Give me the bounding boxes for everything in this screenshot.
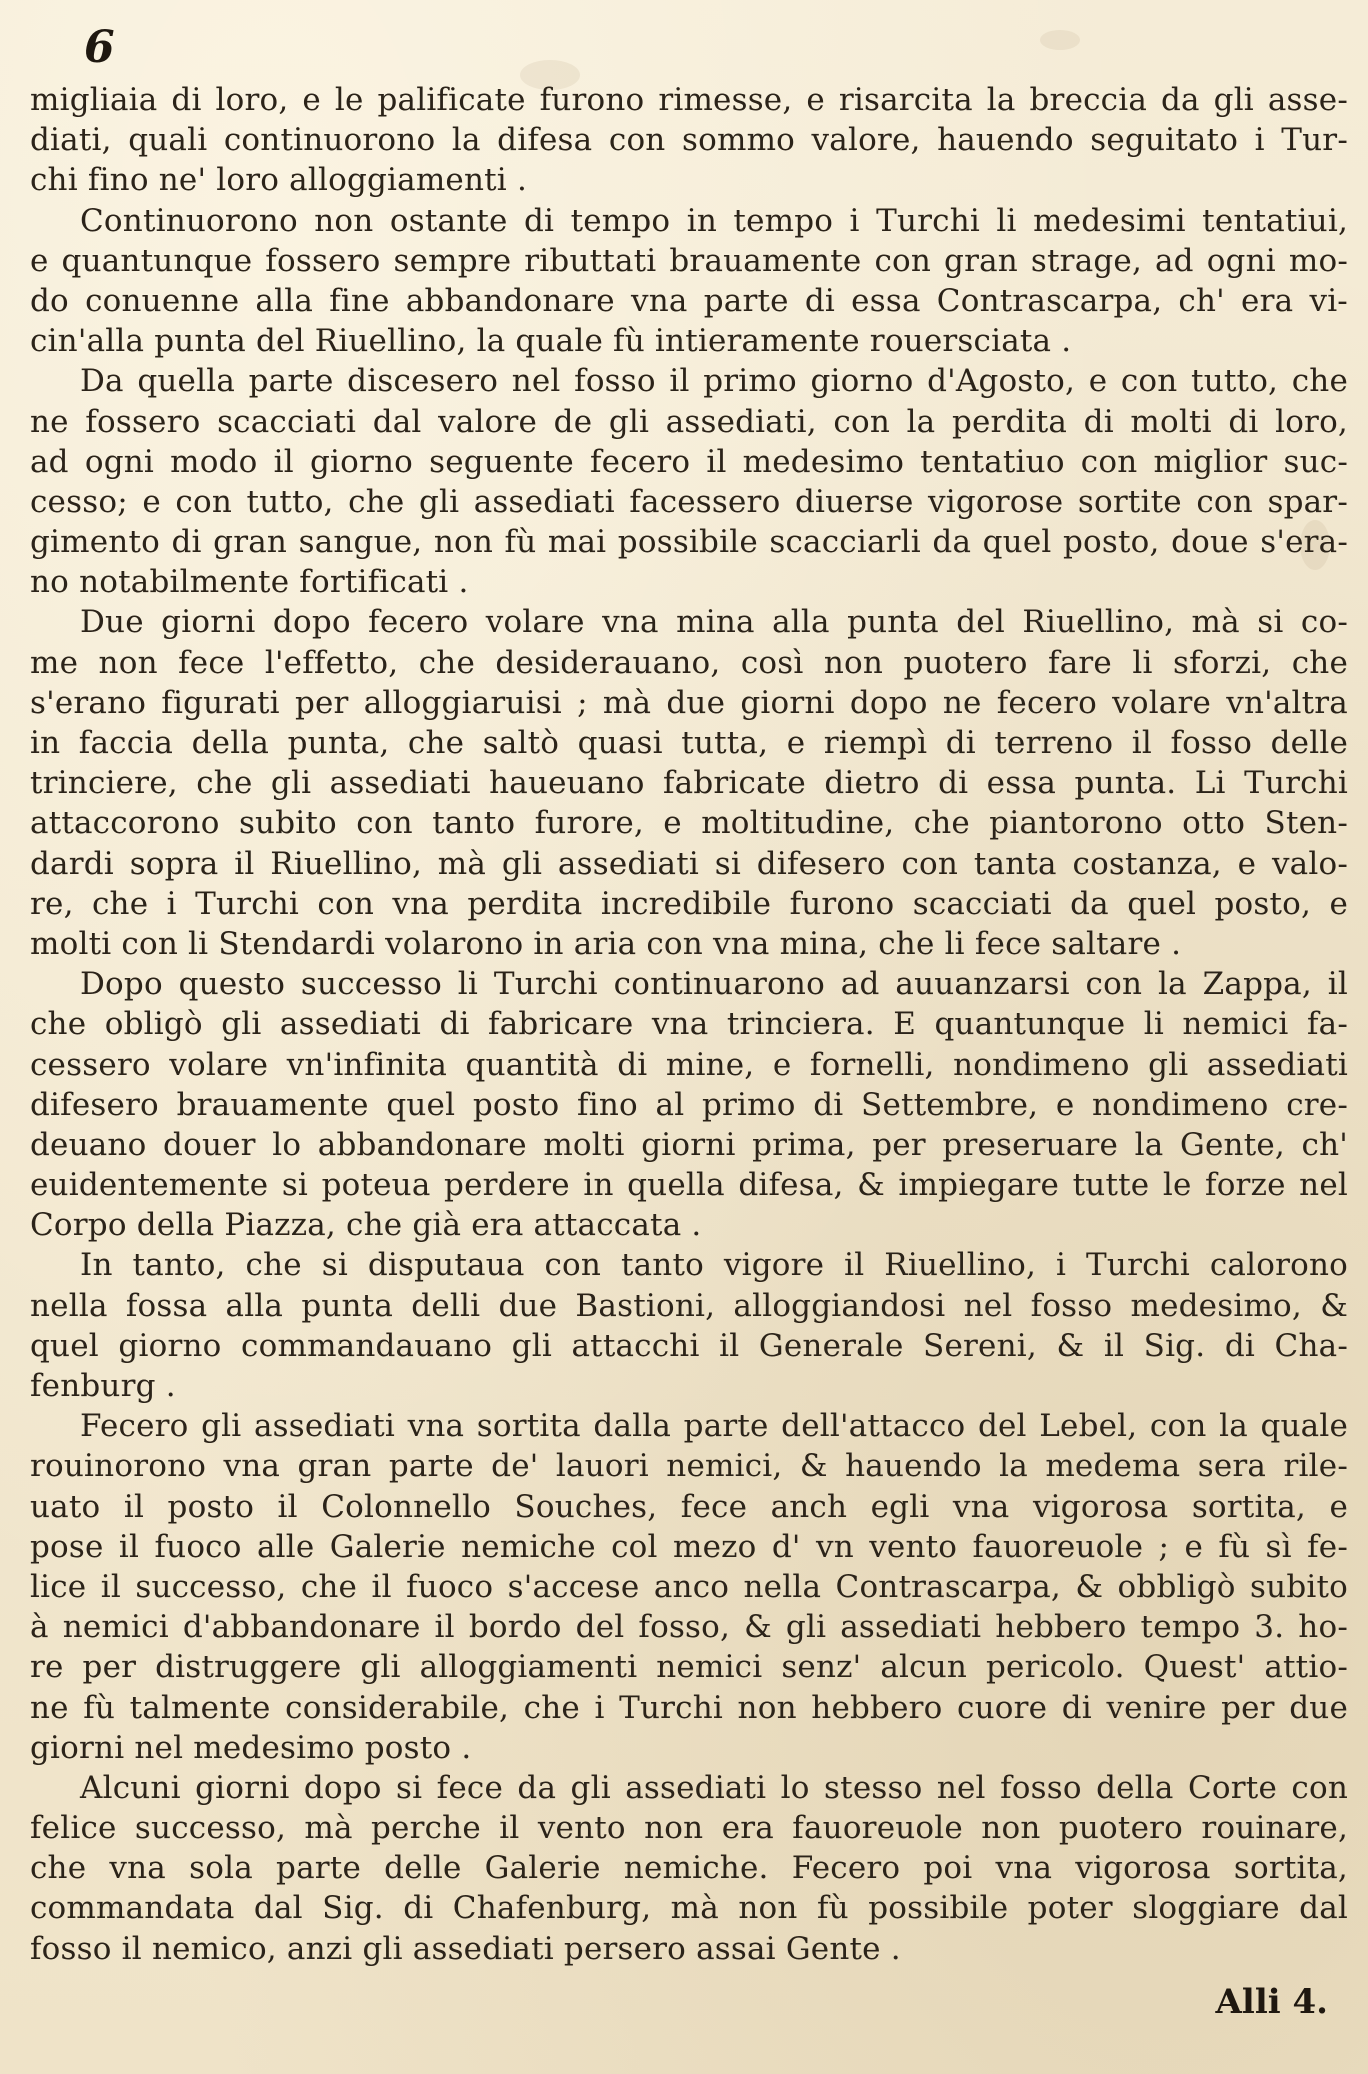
text-line: ne fù talmente considerabile, che i Turchi non hebbero cuore di venire per due [30,1689,1348,1726]
text-line: re per distruggere gli alloggiamenti nemici senz' alcun pericolo. Quest' attio- [30,1649,1348,1686]
text-line: uato il posto il Colonnello Souches, fece anch egli vna vigorosa sortita, e [30,1488,1348,1525]
text-line: difesero brauamente quel posto fino al primo di Settembre, e nondimeno cre- [30,1086,1348,1123]
text-line: e quantunque fossero sempre ributtati brauamente con gran strage, ad ogni mo- [30,242,1348,279]
text-line: dardi sopra il Riuellino, mà gli assediati si difesero con tanta costanza, e valo- [30,845,1348,882]
text-line: à nemici d'abbandonare il bordo del fosso, & gli assediati hebbero tempo 3. ho- [30,1609,1348,1646]
text-line: in faccia della punta, che saltò quasi tutta, e riempì di terreno il fosso delle [30,725,1348,761]
text-line: do conuenne alla fine abbandonare vna parte di essa Contrascarpa, ch' era vi- [30,282,1348,319]
text-line: che vna sola parte delle Galerie nemiche. Fecero poi vna vigorosa sortita, [30,1850,1348,1887]
text-line: Corpo della Piazza, che già era attaccata . [30,1207,702,1244]
text-line: nella fossa alla punta delli due Bastioni, alloggiandosi nel fosso medesimo, & [30,1287,1348,1324]
text-line: re, che i Turchi con vna perdita incredibile furono scacciati da quel posto, e [30,885,1348,922]
paper-stain [1040,30,1080,50]
text-line: me non fece l'effetto, che desiderauano, così non puotero fare li sforzi, che [30,644,1348,681]
text-line: commandata dal Sig. di Chafenburg, mà non fù possibile poter sloggiare dal [30,1890,1348,1927]
text-line: Alcuni giorni dopo si fece da gli assediati lo stesso nel fosso della Corte con [80,1769,1348,1806]
text-line: ne fossero scacciati dal valore de gli assediati, con la perdita di molti di loro, [30,403,1348,440]
text-line: cesso; e con tutto, che gli assediati facessero diuerse vigorose sortite con spar- [30,483,1348,520]
text-line: no notabilmente fortificati . [30,564,469,601]
text-line: Dopo questo successo li Turchi continuarono ad auuanzarsi con la Zappa, il [80,966,1348,1003]
text-line: euidentemente si poteua perdere in quella difesa, & impiegare tutte le forze nel [30,1167,1348,1204]
text-line: trinciere, che gli assediati haueuano fabricate dietro di essa punta. Li Turchi [30,765,1348,802]
text-line: giorni nel medesimo posto . [30,1729,472,1766]
catchword: Alli 4. [1215,1982,1328,2022]
text-line: che obligò gli assediati di fabricare vna trinciera. E quantunque li nemici fa- [30,1006,1348,1043]
text-line: migliaia di loro, e le palificate furono rimesse, e risarcita la breccia da gli asse- [30,82,1348,118]
text-line: cessero volare vn'infinita quantità di mine, e fornelli, nondimeno gli assediati [30,1046,1348,1083]
text-line: fosso il nemico, anzi gli assediati persero assai Gente . [30,1930,901,1967]
text-line: In tanto, che si disputaua con tanto vigore il Riuellino, i Turchi calorono [80,1247,1348,1284]
text-line: quel giorno commandauano gli attacchi il Generale Sereni, & il Sig. di Cha- [30,1327,1348,1364]
text-line: Continuorono non ostante di tempo in tempo i Turchi li medesimi tentatiui, [80,202,1348,239]
text-line: diati, quali continuorono la difesa con sommo valore, hauendo seguitato i Tur- [30,122,1348,159]
text-line: Fecero gli assediati vna sortita dalla parte dell'attacco del Lebel, con la quale [80,1408,1348,1445]
text-line: lice il successo, che il fuoco s'accese anco nella Contrascarpa, & obbligò subito [30,1568,1348,1605]
text-line: rouinorono vna gran parte de' lauori nemici, & hauendo la medema sera rile- [30,1448,1348,1485]
text-line: cin'alla punta del Riuellino, la quale fù intieramente rouersciata . [30,323,1072,360]
text-line: molti con li Stendardi volarono in aria con vna mina, che li fece saltare . [30,925,1182,962]
text-line: s'erano figurati per alloggiaruisi ; mà due giorni dopo ne fecero volare vn'altra [30,684,1348,721]
page-number: 6 [84,22,115,73]
body-text [30,80,1348,1969]
text-line: pose il fuoco alle Galerie nemiche col mezo d' vn vento fauoreuole ; e fù sì fe- [30,1528,1348,1565]
text-line: deuano douer lo abbandonare molti giorni prima, per preseruare la Gente, ch' [30,1126,1348,1163]
text-line: gimento di gran sangue, non fù mai possibile scacciarli da quel posto, doue s'era- [30,524,1348,561]
text-line: Da quella parte discesero nel fosso il primo giorno d'Agosto, e con tutto, che [80,363,1348,400]
text-line: ad ogni modo il giorno seguente fecero il medesimo tentatiuo con miglior suc- [30,443,1348,480]
text-line: fenburg . [30,1368,176,1404]
text-line: attaccorono subito con tanto furore, e moltitudine, che piantorono otto Sten- [30,805,1348,842]
text-line: felice successo, mà perche il vento non era fauoreuole non puotero rouinare, [30,1810,1348,1847]
text-line: Due giorni dopo fecero volare vna mina alla punta del Riuellino, mà si co- [80,604,1348,641]
text-line: chi fino ne' loro alloggiamenti . [30,162,528,199]
